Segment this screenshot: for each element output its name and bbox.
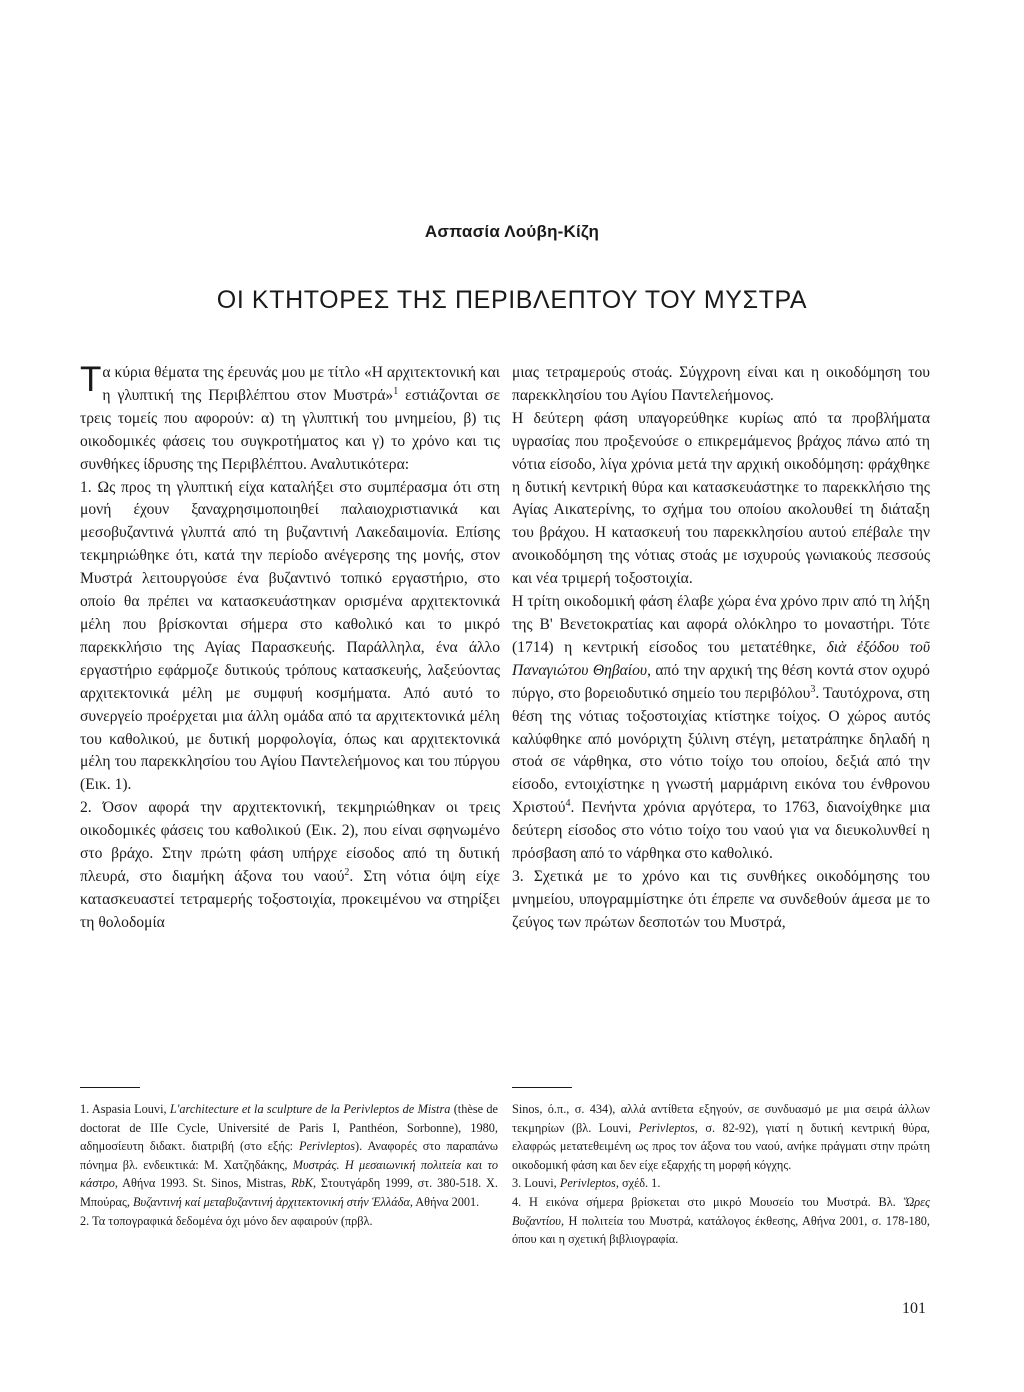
footnote-rule-right	[512, 1087, 572, 1088]
footnote-text: , σ. 82-92), γιατί η δυτική κεντρική θύρα, ελαφρώς μετατεθειμένη ως προς τον άξονα του ναού, ανήκε πράγματι στην πρώτη οικοδομική φάση και δεν είχε εξαρχής τη μορφή κόγχης.	[512, 1120, 930, 1172]
footnote-ref: 1	[393, 385, 399, 397]
footnote-text: 1. Aspasia Louvi,	[80, 1102, 170, 1116]
footnote-text: , σχέδ. 1.	[615, 1176, 661, 1191]
footnote-text: , Η πολιτεία του Μυστρά, κατάλογος έκθεσης, Αθήνα 2001, σ. 178-180, όπου και η σχετική βιβλιογραφία.	[512, 1213, 930, 1247]
footnote-text: 3. Louvi,	[512, 1176, 560, 1191]
footnote-text: Sinos, ό.π., σ. 434), αλλά αντίθετα εξηγούν, σε συνδυασμό με μια σειρά άλλων τεκμηρίων (βλ. Louvi,	[512, 1102, 930, 1135]
footnote-italic: Μυστράς. Η μεσαιωνική πολιτεία και το κάστρο	[80, 1157, 498, 1191]
footnote-2: 2. Τα τοπογραφικά δεδομένα όχι μόνο δεν αφαιρούν (πρβλ.	[80, 1213, 373, 1228]
footnote-text: , Στουτγάρδη 1999, στ. 380-518. Χ. Μπούρας,	[80, 1176, 498, 1209]
third-phase-text-d: . Πενήντα χρόνια αργότερα, το 1763, διανοίχθηκε μια δεύτερη είσοδος στο νότιο τοίχο του ναού για να διευκολυνθεί η πρόσβαση από το νάρθηκα στο καθολικό.	[512, 799, 930, 863]
article-title: ΟΙ ΚΤΗΤΟΡΕΣ ΤΗΣ ΠΕΡΙΒΛΕΠΤΟΥ ΤΟΥ ΜΥΣΤΡΑ	[216, 286, 808, 314]
footnote-italic: Perivleptos	[299, 1139, 356, 1154]
footnote-text: 4. Η εικόνα σήμερα βρίσκεται στο μικρό Μουσείο του Μυστρά. Βλ.	[512, 1194, 904, 1209]
footnotes-right	[512, 1100, 930, 1249]
footnote-ref: 2	[344, 866, 350, 878]
intro-text-cont: εστιάζονται σε τρεις τομείς που αφορούν: α) τη γλυπτική του μνημείου, β) τις οικοδομικές φάσεις του συγκροτήματος και γ) το χρόνο και τις συνθήκες ίδρυσης της Περιβλέπτου. Αναλυτικότερα:	[80, 386, 500, 473]
footnote-italic: Perivleptos	[559, 1176, 616, 1191]
footnote-italic: Βυζαντινή καί μεταβυζαντινή ἀρχιτεκτονική στήν Ἑλλάδα	[132, 1194, 410, 1209]
footnote-4	[512, 1193, 930, 1249]
footnote-ref: 3	[810, 683, 816, 695]
footnote-1	[80, 1100, 498, 1212]
footnote-text: , Αθήνα 2001.	[409, 1194, 480, 1209]
footnote-text: ). Αναφορές στο παραπάνω πόνημα βλ. ενδεικτικά: Μ. Χατζηδάκης,	[80, 1139, 498, 1172]
author-name: Ασπασία Λούβη-Κίζη	[424, 222, 600, 241]
third-phase-text-b: , από την αρχική της θέση κοντά στον οχυρό πύργο, στο βορειοδυτικό σημείο του περιβόλου	[512, 661, 930, 702]
paragraph-architecture	[80, 797, 500, 934]
italic-quote: διὰ ἐξόδου τοῦ Παναγιώτου Θηβαίου	[512, 638, 930, 679]
footnote-3	[512, 1174, 930, 1193]
paragraph-second-phase: Η δεύτερη φάση υπαγορεύθηκε κυρίως από τα προβλήματα υγρασίας που προξενούσε ο επικρεμάμενος βράχος πάνω από τη νότια είσοδο, λίγα χρόνια μετά την αρχική οικοδόμηση: φράχθηκε η δυτική κεντρική θύρα και κατασκευάστηκε το παρεκκλήσιο της Αγίας Αικατερίνης, το σχήμα του οποίου ακολουθεί τη διάταξη του βράχου. Η κατασκευή του παρεκκλησίου αυτού επέβαλε την ανοικοδόμηση της νότιας στοάς με ισχυρούς γωνιακούς πεσσούς και νέα τριμερή τοξοστοιχία.	[512, 409, 930, 588]
third-phase-text: Η τρίτη οικοδομική φάση έλαβε χώρα ένα χρόνο πριν από τη λήξη της Β' Βενετοκρατίας και αφορά ολόκληρο το μοναστήρι. Τότε (1714) η κεντρική είσοδος του μετατέθηκε,	[512, 593, 930, 656]
footnote-rule-left	[80, 1087, 140, 1088]
architecture-text: 2. Όσον αφορά την αρχιτεκτονική, τεκμηριώθηκαν οι τρεις οικοδομικές φάσεις του καθολικού (Εικ. 2), που είναι σφηνωμένο στο βράχο. Στην πρώτη φάση υπήρχε είσοδος από τη δυτική πλευρά, στο διαμήκη άξονα του ναού	[80, 799, 500, 885]
footnote-italic: RbK	[291, 1176, 313, 1191]
footnote-italic: Perivleptos	[638, 1120, 695, 1135]
footnote-ref: 4	[565, 798, 571, 810]
architecture-text-cont: . Στη νότια όψη είχε κατασκευαστεί τετραμερής τοξοστοιχία, προκειμένου να στηρίξει τη θολοδομία	[80, 867, 500, 931]
right-column	[512, 362, 930, 935]
left-column	[80, 362, 500, 935]
footnote-italic: Ὥρες Βυζαντίου	[512, 1194, 930, 1228]
page-number: 101	[902, 1300, 926, 1317]
footnotes-left	[80, 1100, 498, 1230]
paragraph-sculpture: 1. Ως προς τη γλυπτική είχα καταλήξει στο συμπέρασμα ότι στη μονή έχουν ξαναχρησιμοποιηθεί παλαιοχριστιανικά και μεσοβυζαντινά γλυπτά από τη βυζαντινή Λακεδαιμονία. Επίσης τεκμηριώθηκε ότι, κατά την περίοδο ανέγερσης της μονής, στον Μυστρά λειτουργούσε ένα βυζαντινό τοπικό εργαστήριο, στο οποίο θα πρέπει να κατασκευάστηκαν ορισμένα αρχιτεκτονικά μέλη που βρίσκονται σήμερα στο καθολικό και το μικρό παρεκκλήσιο της Αγίας Παρασκευής. Παράλληλα, ένα άλλο εργαστήριο εφάρμοζε δυτικούς τρόπους κατασκευής, λαξεύοντας αρχιτεκτονικά μέλη με συμφυή κοσμήματα. Από αυτό το συνεργείο προέρχεται μια άλλη ομάδα από τα αρχιτεκτονικά μέλη του καθολικού, με δυτική μορφολογία, όπως και αρχιτεκτονικά μέλη του παρεκκλησίου του Αγίου Παντελεήμονος και του πύργου (Εικ. 1).	[80, 478, 500, 794]
third-phase-text-c: . Ταυτόχρονα, στη θέση της νότιας τοξοστοιχίας κτίστηκε τοίχος. Ο χώρος αυτός καλύφθηκε από μονόριχτη ξύλινη στέγη, μετατράπηκε δηλαδή η στοά σε νάρθηκα, στο νότιο τοίχο του οποίου, δεξιά από την είσοδο, εντοιχίστηκε η γνωστή μαρμάρινη εικόνα του ένθρονου Χριστού	[512, 684, 930, 817]
footnote-italic: L'architecture et la sculpture de la Perivleptos de Mistra	[169, 1102, 451, 1116]
footnote-2-cont	[512, 1100, 930, 1174]
paragraph-intro	[80, 362, 500, 477]
paragraph-stoa: μιας τετραμερούς στοάς. Σύγχρονη είναι και η οικοδόμηση του παρεκκλησίου του Αγίου Παντελεήμονος.	[512, 364, 930, 404]
paragraph-chronology: 3. Σχετικά με το χρόνο και τις συνθήκες οικοδόμησης του μνημείου, υπογραμμίστηκε ότι έπρεπε να συνδεθούν άμεσα με το ζεύγος των πρώτων δεσποτών του Μυστρά,	[512, 867, 930, 931]
drop-cap: Τ	[80, 360, 102, 399]
intro-text: α κύρια θέματα της έρευνάς μου με τίτλο «Η αρχιτεκτονική και η γλυπτική της Περιβλέπτου στον Μυστρά»	[102, 364, 500, 404]
footnote-text: (thèse de doctorat de IIIe Cycle, Université de Paris I, Panthéon, Sorbonne), 1980, αδημοσίευτη διδακτ. διατριβή (στο εξής:	[80, 1102, 498, 1154]
footnote-text: , Αθήνα 1993. St. Sinos, Mistras,	[114, 1176, 292, 1191]
paragraph-third-phase	[512, 591, 930, 866]
